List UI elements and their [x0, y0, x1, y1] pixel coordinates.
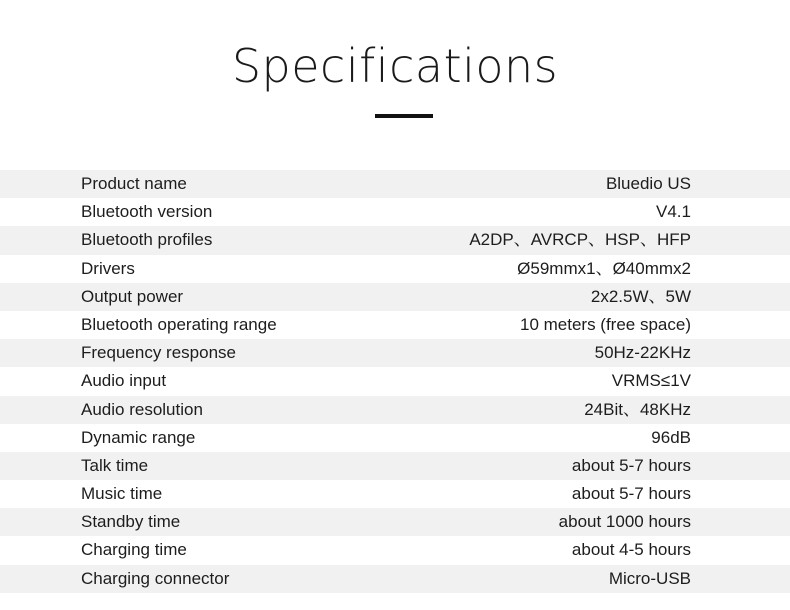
- spec-row-output-power: [0, 283, 790, 311]
- spec-row-talk-time: [0, 452, 790, 480]
- spec-label: Bluetooth version: [81, 202, 213, 222]
- spec-label: Charging time: [81, 540, 187, 560]
- spec-label: Music time: [81, 484, 163, 504]
- spec-value: about 5-7 hours: [571, 455, 691, 475]
- spec-row-bluetooth-profiles: [0, 226, 790, 254]
- spec-label: Charging connector: [81, 568, 230, 588]
- spec-value: 10 meters (free space): [519, 314, 691, 334]
- spec-value: Ø59mmx1、Ø40mmx2: [517, 258, 691, 278]
- spec-row-audio-resolution: [0, 396, 790, 424]
- page-title: Specifications: [231, 39, 559, 93]
- spec-row-product-name: [0, 170, 790, 198]
- spec-label: Audio resolution: [81, 399, 203, 419]
- spec-value: Bluedio US: [605, 174, 691, 193]
- spec-row-dynamic-range: [0, 424, 790, 452]
- spec-row-drivers: [0, 255, 790, 283]
- spec-label: Frequency response: [81, 343, 236, 363]
- spec-value: Micro-USB: [608, 568, 691, 588]
- spec-label: Bluetooth operating range: [81, 314, 277, 334]
- spec-value: about 5-7 hours: [571, 484, 691, 504]
- spec-row-charging-time: [0, 536, 790, 564]
- spec-value: about 4-5 hours: [571, 540, 691, 560]
- spec-row-charging-connector: [0, 565, 790, 593]
- title-underline-divider: [375, 114, 433, 118]
- spec-label: Dynamic range: [81, 427, 196, 447]
- spec-value: A2DP、AVRCP、HSP、HFP: [469, 230, 691, 250]
- spec-row-bluetooth-version: [0, 198, 790, 226]
- spec-row-bluetooth-operating-range: [0, 311, 790, 339]
- spec-label: Audio input: [81, 371, 167, 391]
- spec-label: Output power: [81, 286, 184, 306]
- spec-value: about 1000 hours: [558, 512, 691, 532]
- spec-label: Bluetooth profiles: [81, 230, 213, 250]
- spec-row-standby-time: [0, 508, 790, 536]
- spec-row-frequency-response: [0, 339, 790, 367]
- spec-label: Product name: [81, 174, 187, 193]
- spec-value: 2x2.5W、5W: [590, 286, 691, 306]
- specifications-table: [0, 170, 790, 593]
- spec-value: V4.1: [656, 202, 691, 222]
- spec-value: VRMS≤1V: [611, 371, 691, 391]
- spec-label: Standby time: [81, 512, 181, 532]
- spec-row-audio-input: [0, 367, 790, 395]
- spec-label: Talk time: [81, 455, 149, 475]
- spec-value: 24Bit、48KHz: [584, 399, 691, 419]
- spec-label: Drivers: [81, 258, 135, 278]
- spec-value: 96dB: [651, 427, 691, 447]
- spec-row-music-time: [0, 480, 790, 508]
- spec-value: 50Hz-22KHz: [594, 343, 691, 363]
